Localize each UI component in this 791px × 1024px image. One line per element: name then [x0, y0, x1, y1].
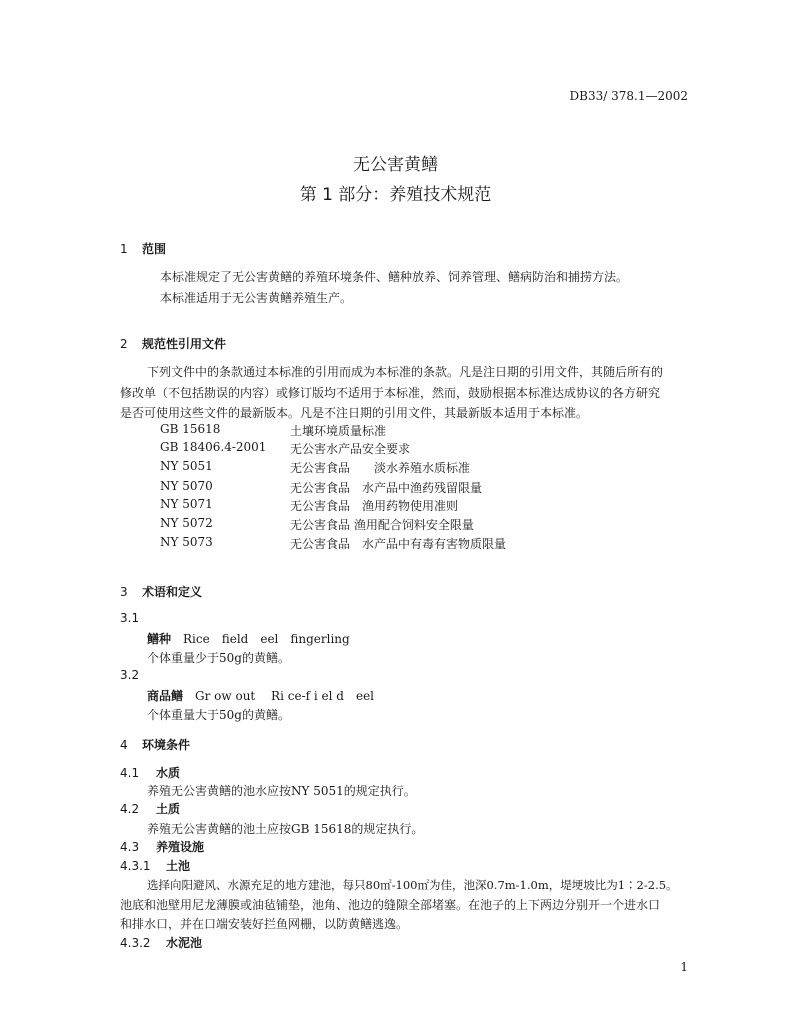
section-number: 2 [120, 337, 128, 351]
reference-name: 无公害食品 淡水养殖水质标准 [290, 461, 471, 475]
paragraph: 养殖无公害黄鳝的池土应按GB 15618的规定执行。 [147, 822, 424, 836]
section-title: 术语和定义 [142, 585, 203, 599]
reference-code: GB 18406.4-2001 [160, 440, 267, 454]
subsection-4-3-heading [120, 838, 204, 855]
paragraph: 本标准规定了无公害黄鳝的养殖环境条件、鳝种放养、饲养管理、鳝病防治和捕捞方法。 [160, 270, 629, 284]
subsection-title: 土质 [156, 802, 181, 816]
document-subtitle: 第 1 部分：养殖技术规范 [299, 185, 492, 205]
section-title: 环境条件 [142, 738, 191, 752]
subsection-4-1-heading [120, 764, 180, 781]
page-number: 1 [680, 960, 688, 974]
paragraph-line: 选择向阳避风、水源充足的地方建池，每只80㎡-100㎡为佳，池深0.7m-1.0m，堤埂坡比为1∶2-2.5。 [147, 878, 678, 892]
definition-number: 3.1 [120, 611, 140, 625]
reference-code: NY 5071 [160, 497, 213, 511]
paragraph: 养殖无公害黄鳝的池水应按NY 5051的规定执行。 [147, 784, 416, 798]
section-title: 范围 [142, 242, 167, 256]
reference-code: NY 5073 [160, 535, 213, 549]
reference-name: 无公害食品 渔用药物使用准则 [290, 499, 459, 513]
term-en: Rice field eel fingerling [183, 632, 350, 646]
reference-name: 无公害食品 水产品中渔药残留限量 [290, 481, 483, 495]
definition-number: 3.2 [120, 668, 140, 682]
paragraph-line: 是否可使用这些文件的最新版本。凡是不注日期的引用文件，其最新版本适用于本标准。 [120, 406, 589, 420]
paragraph-line: 池底和池壁用尼龙薄膜或油毡铺垫，池角、池边的缝隙全部堵塞。在池子的上下两边分别开一个进水口 [120, 898, 661, 912]
subsection-number: 4.3.2 [120, 936, 151, 950]
subsection-title: 养殖设施 [156, 840, 205, 854]
term-zh: 鳝种 [147, 632, 172, 646]
document-number: DB33/ 378.1—2002 [569, 89, 688, 103]
section-number: 4 [120, 738, 128, 752]
subsection-4-3-2-heading [120, 934, 202, 951]
reference-code: GB 15618 [160, 422, 221, 436]
reference-name: 无公害食品 渔用配合饲料安全限量 [290, 518, 474, 532]
section-number: 1 [120, 242, 128, 256]
subsection-number: 4.2 [120, 802, 140, 816]
term-en: Gr ow out Ri ce-f i el d eel [195, 689, 375, 703]
term-line [147, 630, 350, 647]
reference-code: NY 5051 [160, 459, 213, 473]
paragraph-line: 修改单（不包括勘误的内容）或修订版均不适用于本标准，然而，鼓励根据本标准达成协议的各方研究 [120, 386, 661, 400]
reference-code: NY 5072 [160, 516, 213, 530]
document-title: 无公害黄鳝 [353, 155, 438, 175]
reference-name: 土壤环境质量标准 [290, 424, 387, 438]
term-line [147, 687, 374, 704]
section-2-heading [120, 335, 226, 352]
subsection-number: 4.1 [120, 766, 140, 780]
subsection-title: 土池 [166, 859, 191, 873]
section-3-heading [120, 583, 202, 600]
subsection-4-2-heading [120, 800, 180, 817]
section-title: 规范性引用文件 [142, 337, 227, 351]
term-zh: 商品鳝 [147, 689, 184, 703]
subsection-4-3-1-heading [120, 857, 190, 874]
section-number: 3 [120, 585, 128, 599]
definition-text: 个体重量少于50g的黄鳝。 [147, 651, 290, 665]
reference-name: 无公害食品 水产品中有毒有害物质限量 [290, 537, 507, 551]
section-4-heading [120, 736, 190, 753]
definition-text: 个体重量大于50g的黄鳝。 [147, 708, 290, 722]
paragraph-line: 下列文件中的条款通过本标准的引用而成为本标准的条款。凡是注日期的引用文件，其随后所有的 [147, 365, 664, 379]
subsection-number: 4.3 [120, 840, 140, 854]
subsection-title: 水质 [156, 766, 181, 780]
paragraph-line: 和排水口，并在口端安装好拦鱼网栅，以防黄鳝逃逸。 [120, 917, 409, 931]
subsection-title: 水泥池 [166, 936, 203, 950]
paragraph: 本标准适用于无公害黄鳝养殖生产。 [160, 291, 353, 305]
reference-code: NY 5070 [160, 479, 213, 493]
section-1-heading [120, 240, 166, 257]
reference-name: 无公害水产品安全要求 [290, 442, 411, 456]
subsection-number: 4.3.1 [120, 859, 151, 873]
